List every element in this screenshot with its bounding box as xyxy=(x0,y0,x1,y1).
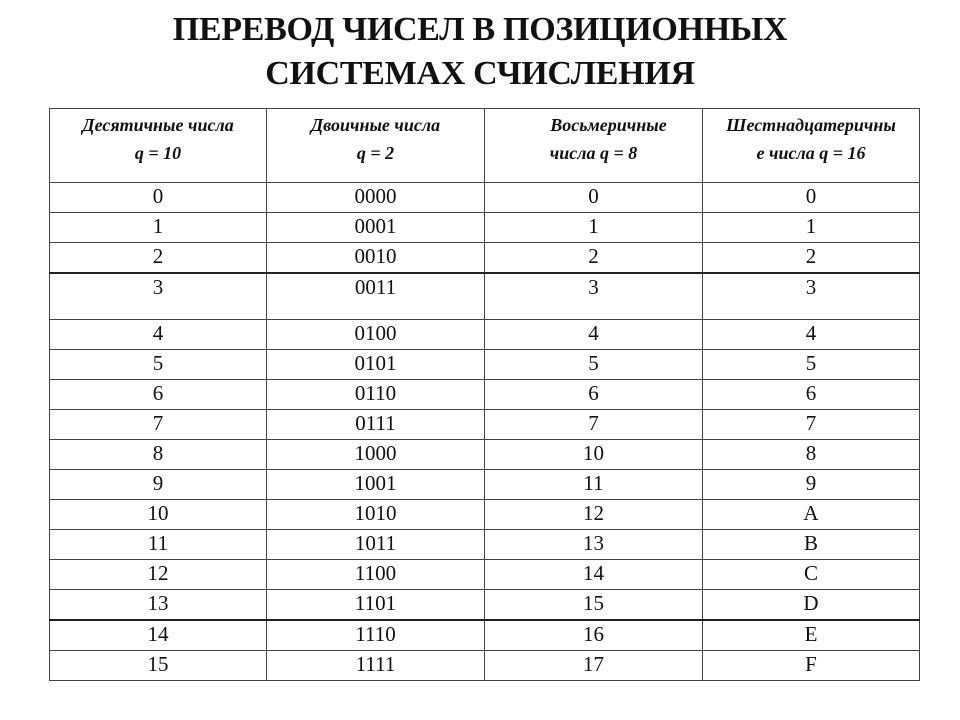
cell-hexadecimal: 0 xyxy=(703,183,920,213)
table-row xyxy=(50,410,920,440)
cell-decimal: 14 xyxy=(50,620,267,651)
cell-binary: 1000 xyxy=(267,440,485,470)
table-row xyxy=(50,590,920,621)
cell-hexadecimal: 8 xyxy=(703,440,920,470)
cell-hexadecimal: 4 xyxy=(703,320,920,350)
cell-hexadecimal: 3 xyxy=(703,273,920,320)
cell-hexadecimal: 5 xyxy=(703,350,920,380)
header-decimal-line-2: q = 10 xyxy=(134,143,182,163)
cell-decimal: 8 xyxy=(50,440,267,470)
cell-decimal: 13 xyxy=(50,590,267,621)
table-row xyxy=(50,350,920,380)
conversion-table xyxy=(49,108,920,681)
table-row xyxy=(50,320,920,350)
cell-octal: 0 xyxy=(485,183,703,213)
header-binary-line-1: Двоичные числа xyxy=(310,115,441,135)
header-decimal-line-1: Десятичные числа xyxy=(82,115,234,135)
cell-hexadecimal: E xyxy=(703,620,920,651)
cell-decimal: 2 xyxy=(50,243,267,274)
cell-octal: 1 xyxy=(485,213,703,243)
cell-octal: 16 xyxy=(485,620,703,651)
page-title xyxy=(0,8,960,96)
cell-octal: 10 xyxy=(485,440,703,470)
cell-binary: 0010 xyxy=(267,243,485,274)
title-line-2: СИСТЕМАХ СЧИСЛЕНИЯ xyxy=(265,55,695,92)
header-binary-line-2: q = 2 xyxy=(356,143,395,163)
cell-octal: 14 xyxy=(485,560,703,590)
header-hexadecimal-line-1: Шестнадцатеричны xyxy=(726,115,896,135)
cell-hexadecimal: 2 xyxy=(703,243,920,274)
table-row xyxy=(50,470,920,500)
cell-hexadecimal: 6 xyxy=(703,380,920,410)
cell-binary: 1110 xyxy=(267,620,485,651)
cell-octal: 13 xyxy=(485,530,703,560)
cell-hexadecimal: C xyxy=(703,560,920,590)
header-octal-line-1: Восьмеричные xyxy=(550,115,667,135)
table-row xyxy=(50,620,920,651)
cell-decimal: 0 xyxy=(50,183,267,213)
cell-decimal: 4 xyxy=(50,320,267,350)
cell-binary: 0011 xyxy=(267,273,485,320)
header-octal xyxy=(485,109,703,183)
cell-hexadecimal: D xyxy=(703,590,920,621)
header-octal-line-2: числа q = 8 xyxy=(549,143,638,163)
table-header-row xyxy=(50,109,920,183)
cell-binary: 1011 xyxy=(267,530,485,560)
cell-decimal: 5 xyxy=(50,350,267,380)
cell-decimal: 15 xyxy=(50,651,267,681)
cell-binary: 1101 xyxy=(267,590,485,621)
cell-octal: 2 xyxy=(485,243,703,274)
table-row xyxy=(50,213,920,243)
cell-decimal: 9 xyxy=(50,470,267,500)
cell-hexadecimal: F xyxy=(703,651,920,681)
cell-hexadecimal: B xyxy=(703,530,920,560)
cell-binary: 1100 xyxy=(267,560,485,590)
table-row xyxy=(50,273,920,320)
table-row xyxy=(50,380,920,410)
table-row xyxy=(50,183,920,213)
cell-binary: 0100 xyxy=(267,320,485,350)
header-decimal xyxy=(50,109,267,183)
header-hexadecimal-line-2: е числа q = 16 xyxy=(756,143,866,163)
table-row xyxy=(50,651,920,681)
cell-binary: 1010 xyxy=(267,500,485,530)
table-row xyxy=(50,440,920,470)
cell-octal: 5 xyxy=(485,350,703,380)
table-row xyxy=(50,530,920,560)
cell-decimal: 11 xyxy=(50,530,267,560)
cell-binary: 0000 xyxy=(267,183,485,213)
cell-octal: 17 xyxy=(485,651,703,681)
cell-decimal: 12 xyxy=(50,560,267,590)
cell-octal: 4 xyxy=(485,320,703,350)
cell-hexadecimal: 1 xyxy=(703,213,920,243)
table-row xyxy=(50,560,920,590)
cell-octal: 7 xyxy=(485,410,703,440)
cell-hexadecimal: 7 xyxy=(703,410,920,440)
cell-octal: 6 xyxy=(485,380,703,410)
cell-decimal: 7 xyxy=(50,410,267,440)
title-line-1: ПЕРЕВОД ЧИСЕЛ В ПОЗИЦИОННЫХ xyxy=(172,11,788,48)
cell-octal: 11 xyxy=(485,470,703,500)
cell-hexadecimal: A xyxy=(703,500,920,530)
cell-octal: 3 xyxy=(485,273,703,320)
cell-binary: 1111 xyxy=(267,651,485,681)
cell-decimal: 3 xyxy=(50,273,267,320)
cell-binary: 0111 xyxy=(267,410,485,440)
cell-binary: 0101 xyxy=(267,350,485,380)
cell-decimal: 1 xyxy=(50,213,267,243)
cell-octal: 12 xyxy=(485,500,703,530)
cell-decimal: 6 xyxy=(50,380,267,410)
cell-binary: 0110 xyxy=(267,380,485,410)
table-body xyxy=(50,183,920,681)
table-row xyxy=(50,243,920,274)
header-binary xyxy=(267,109,485,183)
cell-decimal: 10 xyxy=(50,500,267,530)
cell-hexadecimal: 9 xyxy=(703,470,920,500)
cell-binary: 0001 xyxy=(267,213,485,243)
cell-binary: 1001 xyxy=(267,470,485,500)
header-hexadecimal xyxy=(703,109,920,183)
table-row xyxy=(50,500,920,530)
cell-octal: 15 xyxy=(485,590,703,621)
